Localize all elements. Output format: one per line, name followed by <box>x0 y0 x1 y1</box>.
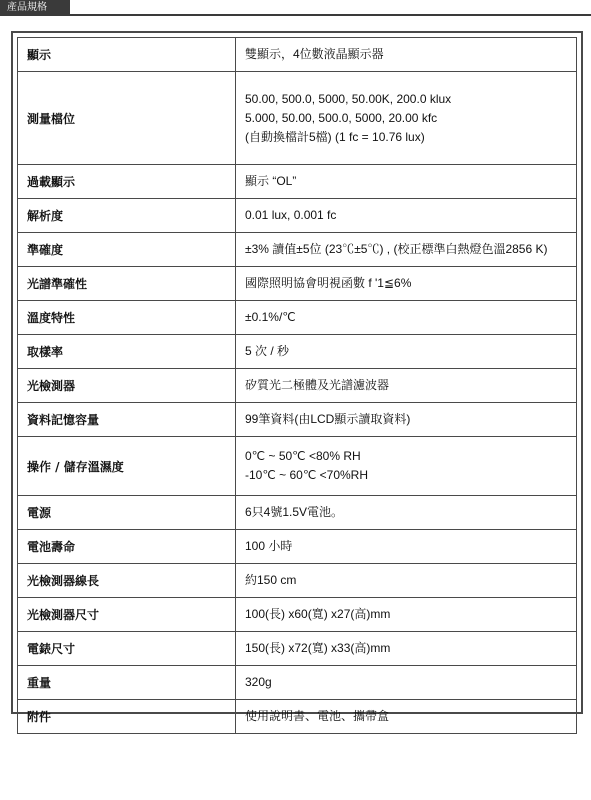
spec-label: 附件 <box>18 700 236 734</box>
spec-value-line: 100(長) x60(寬) x27(高)mm <box>245 607 391 621</box>
spec-row <box>18 38 577 72</box>
spec-label: 光檢測器線長 <box>18 564 236 598</box>
spec-row <box>18 72 577 165</box>
spec-table <box>17 37 577 734</box>
spec-row <box>18 530 577 564</box>
spec-row <box>18 403 577 437</box>
spec-value <box>236 301 577 335</box>
spec-value <box>236 38 577 72</box>
spec-value <box>236 72 577 165</box>
spec-value <box>236 335 577 369</box>
spec-row <box>18 233 577 267</box>
spec-label: 光檢測器 <box>18 369 236 403</box>
spec-table-frame <box>11 31 583 724</box>
spec-row <box>18 301 577 335</box>
spec-value-line: 使用說明書、電池、攜帶盒 <box>245 709 390 723</box>
spec-value <box>236 632 577 666</box>
spec-value-line: 雙顯示，4位數液晶顯示器 <box>245 47 384 61</box>
spec-value <box>236 369 577 403</box>
spec-value <box>236 530 577 564</box>
spec-value-line: 320g <box>245 675 272 689</box>
spec-label: 解析度 <box>18 199 236 233</box>
spec-value <box>236 199 577 233</box>
spec-value-line: 顯示 “OL” <box>245 174 297 188</box>
spec-value-line: 矽質光二極體及光譜濾波器 <box>245 378 390 392</box>
spec-value <box>236 496 577 530</box>
spec-row <box>18 496 577 530</box>
spec-label: 操作 / 儲存溫濕度 <box>18 437 236 496</box>
spec-row <box>18 199 577 233</box>
spec-value-line: ±0.1%/℃ <box>245 310 296 324</box>
spec-label: 過載顯示 <box>18 165 236 199</box>
spec-value-line: (自動換檔計5檔) (1 fc = 10.76 lux) <box>245 129 425 144</box>
spec-label: 電源 <box>18 496 236 530</box>
spec-value-line: 5.000, 50.00, 500.0, 5000, 20.00 kfc <box>245 110 438 125</box>
spec-value <box>236 403 577 437</box>
spec-row <box>18 267 577 301</box>
spec-value-line: 6只4號1.5V電池。 <box>245 505 344 519</box>
spec-label: 測量檔位 <box>18 72 236 165</box>
section-tab-specs: 產品規格 <box>0 0 70 16</box>
spec-row <box>18 666 577 700</box>
section-tab-bar <box>0 0 591 16</box>
spec-value-line: -10℃ ~ 60℃ <70%RH <box>245 468 369 482</box>
spec-row <box>18 165 577 199</box>
spec-label: 取樣率 <box>18 335 236 369</box>
spec-value-line: 國際照明協會明視函數 f '1≦6% <box>245 276 412 290</box>
spec-row <box>18 335 577 369</box>
spec-label: 顯示 <box>18 38 236 72</box>
spec-value <box>236 233 577 267</box>
spec-value <box>236 666 577 700</box>
spec-value-line: ±3% 讀值±5位 (23℃±5℃) , (校正標準白熱燈色溫2856 K) <box>245 242 548 256</box>
spec-value-line: 0℃ ~ 50℃ <80% RH <box>245 449 361 463</box>
spec-row <box>18 564 577 598</box>
spec-value <box>236 267 577 301</box>
spec-label: 準確度 <box>18 233 236 267</box>
spec-row <box>18 700 577 734</box>
spec-row <box>18 437 577 496</box>
spec-label: 資料記憶容量 <box>18 403 236 437</box>
spec-value-line: 約150 cm <box>245 573 297 587</box>
spec-row <box>18 598 577 632</box>
spec-value-line: 100 小時 <box>245 539 293 553</box>
spec-row <box>18 369 577 403</box>
spec-value-line: 150(長) x72(寬) x33(高)mm <box>245 641 391 655</box>
spec-label: 光譜準確性 <box>18 267 236 301</box>
spec-value <box>236 598 577 632</box>
spec-row <box>18 632 577 666</box>
spec-value <box>236 564 577 598</box>
spec-value <box>236 165 577 199</box>
spec-label: 電池壽命 <box>18 530 236 564</box>
spec-label: 電錶尺寸 <box>18 632 236 666</box>
spec-value-line: 99筆資料(由LCD顯示讀取資料) <box>245 412 411 426</box>
spec-value <box>236 437 577 496</box>
tab-divider <box>70 14 591 16</box>
spec-value-line: 5 次 / 秒 <box>245 344 290 358</box>
spec-label: 光檢測器尺寸 <box>18 598 236 632</box>
spec-value <box>236 700 577 734</box>
spec-label: 溫度特性 <box>18 301 236 335</box>
spec-value-line: 50.00, 500.0, 5000, 50.00K, 200.0 klux <box>245 91 452 106</box>
spec-label: 重量 <box>18 666 236 700</box>
spec-value-line: 0.01 lux, 0.001 fc <box>245 208 337 222</box>
